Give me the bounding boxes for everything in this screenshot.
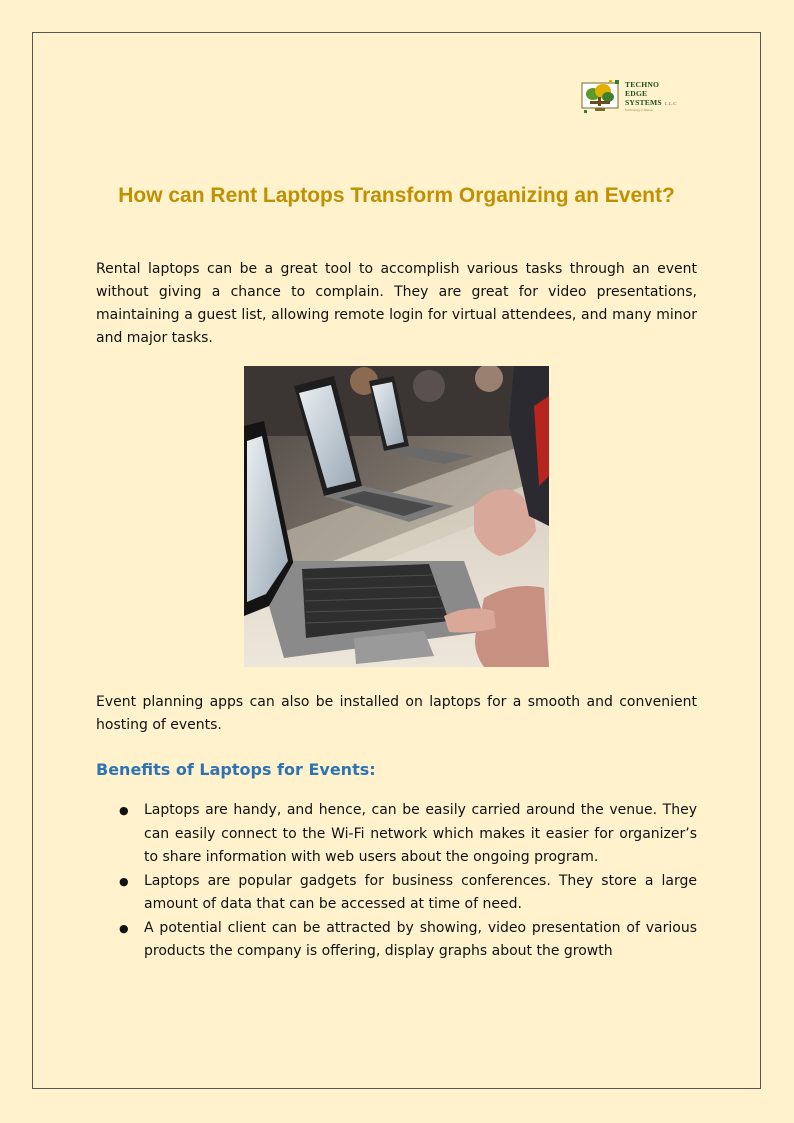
- company-logo: [581, 80, 697, 114]
- logo-text-line1: TECHNO: [625, 80, 660, 89]
- logo-text-systems: SYSTEMS: [625, 98, 662, 107]
- after-photo-paragraph: Event planning apps can also be installed on laptops for a smooth and convenient hosting of events.: [96, 694, 697, 733]
- benefit-text: A potential client can be attracted by showing, video presentation of various products the company is offering, display graphs about the growth: [144, 919, 697, 959]
- laptops-in-use-photo: [244, 366, 549, 667]
- laptops-photo: [244, 366, 549, 667]
- benefits-heading: Benefits of Laptops for Events:: [96, 760, 376, 779]
- benefit-text: Laptops are popular gadgets for business conferences. They store a large amount of data that can be accessed at time of need.: [144, 872, 697, 912]
- bullet-icon: ●: [119, 921, 129, 935]
- logo-tagline: Technology in Motion: [625, 108, 654, 112]
- bullet-icon: ●: [119, 804, 129, 817]
- logo-text-line2: EDGE: [625, 89, 648, 98]
- logo-tree-icon: [581, 80, 621, 114]
- logo-text-line3: [625, 98, 677, 108]
- benefits-list: [96, 799, 697, 964]
- list-item: [96, 870, 697, 917]
- intro-paragraph: Rental laptops can be a great tool to accomplish various tasks through an event without giving a chance to complain. They are great for video presentations, maintaining a guest list, allowing remote login for virtual attendees, and many minor and major tasks.: [96, 261, 697, 346]
- benefit-text: Laptops are handy, and hence, can be easily carried around the venue. They can easily connect to the Wi-Fi network which makes it easier for organizer’s to share information with web users about the ongoing program.: [144, 802, 697, 865]
- article-title: How can Rent Laptops Transform Organizing an Event?: [118, 184, 675, 207]
- list-item: [96, 799, 697, 870]
- logo-suffix: L.L.C: [664, 101, 677, 106]
- list-item: [96, 917, 697, 964]
- bullet-icon: ●: [119, 874, 129, 888]
